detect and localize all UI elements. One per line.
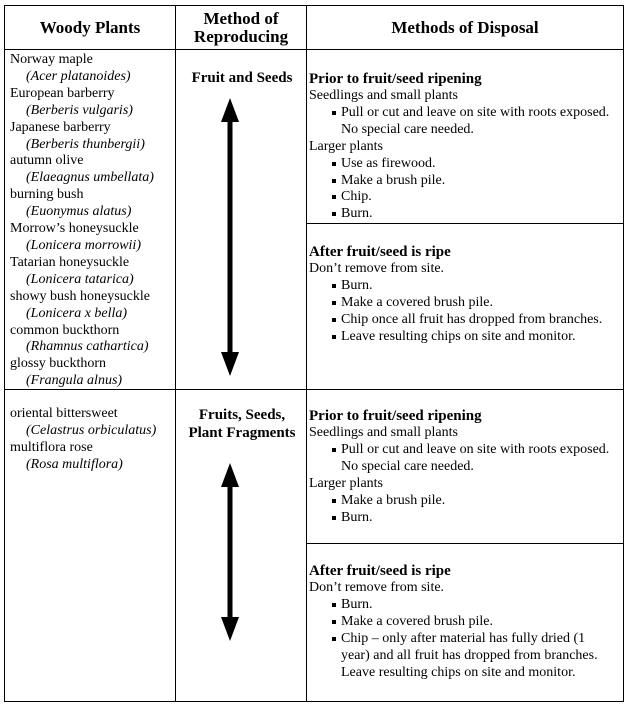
plant-common-name: multiflora rose <box>10 439 93 455</box>
plant-list <box>10 406 156 474</box>
disposal-after-ripening <box>309 562 617 681</box>
list-item: Make a covered brush pile. <box>309 295 617 312</box>
list-item: Leave resulting chips on site and monitor. <box>309 329 617 346</box>
list-item: Use as firewood. <box>309 156 617 173</box>
column-divider <box>175 6 176 701</box>
list-item: Burn. <box>309 597 617 614</box>
section-heading: Prior to fruit/seed ripening <box>309 71 482 87</box>
reproduction-method: Fruit and Seeds <box>191 70 293 86</box>
subrow-divider <box>306 543 623 544</box>
header-disposal: Methods of Disposal <box>391 17 539 37</box>
plant-common-name: European barberry <box>10 85 115 101</box>
header-method: Method of Reproducing <box>193 8 289 46</box>
list-item: Chip. <box>309 189 617 206</box>
sub-label: Larger plants <box>309 475 383 491</box>
plant-scientific-name: (Lonicera tatarica) <box>26 271 134 287</box>
plant-common-name: glossy buckthorn <box>10 356 107 372</box>
sub-label: Seedlings and small plants <box>309 425 458 440</box>
column-divider <box>306 6 307 701</box>
disposal-after-ripening <box>309 243 617 346</box>
plant-scientific-name: (Rosa multiflora) <box>26 456 123 472</box>
plant-common-name: Morrow’s honeysuckle <box>10 221 139 237</box>
plant-common-name: Norway maple <box>10 52 93 67</box>
sub-label: Larger plants <box>309 138 383 154</box>
double-arrow-icon <box>221 98 239 376</box>
sub-label: Don’t remove from site. <box>309 261 445 276</box>
sub-label: Seedlings and small plants <box>309 88 458 103</box>
list-item: Chip – only after material has fully dried (1 year) and all fruit has dropped from branches. Leave resulting chips on site and monitor. <box>309 631 617 682</box>
list-item: Make a brush pile. <box>309 173 617 190</box>
header-divider <box>5 49 623 50</box>
plant-common-name: oriental bittersweet <box>10 406 118 421</box>
plant-common-name: autumn olive <box>10 153 84 169</box>
plant-list <box>10 52 154 390</box>
plant-scientific-name: (Euonymus alatus) <box>26 204 132 220</box>
plant-common-name: burning bush <box>10 187 84 203</box>
plant-scientific-name: (Elaeagnus umbellata) <box>26 170 154 186</box>
list-item: Chip once all fruit has dropped from branches. <box>309 312 617 329</box>
plant-scientific-name: (Rhamnus cathartica) <box>26 339 149 355</box>
disposal-before-ripening <box>309 70 617 223</box>
sub-label: Don’t remove from site. <box>309 580 445 595</box>
double-arrow-icon <box>221 463 239 641</box>
section-heading: After fruit/seed is ripe <box>309 244 451 260</box>
plant-scientific-name: (Celastrus orbiculatus) <box>26 422 157 438</box>
plant-common-name: showy bush honeysuckle <box>10 288 150 304</box>
plant-common-name: Japanese barberry <box>10 119 111 135</box>
list-item: Pull or cut and leave on site with roots exposed. No special care needed. <box>309 442 617 476</box>
plant-scientific-name: (Berberis vulgaris) <box>26 102 133 118</box>
plant-scientific-name: (Frangula alnus) <box>26 373 123 389</box>
list-item: Make a brush pile. <box>309 493 617 510</box>
plant-scientific-name: (Acer platanoides) <box>26 68 131 84</box>
list-item: Pull or cut and leave on site with roots exposed. No special care needed. <box>309 105 617 139</box>
header-woody-plants: Woody Plants <box>39 17 141 37</box>
plant-common-name: common buckthorn <box>10 322 120 338</box>
plant-scientific-name: (Berberis thunbergii) <box>26 136 145 152</box>
disposal-before-ripening <box>309 407 617 526</box>
plant-scientific-name: (Lonicera morrowii) <box>26 237 141 253</box>
list-item: Burn. <box>309 510 617 527</box>
reproduction-method: Fruits, Seeds, Plant Fragments <box>188 407 296 441</box>
list-item: Burn. <box>309 206 617 223</box>
list-item: Burn. <box>309 278 617 295</box>
list-item: Make a covered brush pile. <box>309 614 617 631</box>
plant-common-name: Tatarian honeysuckle <box>10 254 130 270</box>
section-heading: Prior to fruit/seed ripening <box>309 408 482 424</box>
plant-scientific-name: (Lonicera x bella) <box>26 305 128 321</box>
section-heading: After fruit/seed is ripe <box>309 563 451 579</box>
